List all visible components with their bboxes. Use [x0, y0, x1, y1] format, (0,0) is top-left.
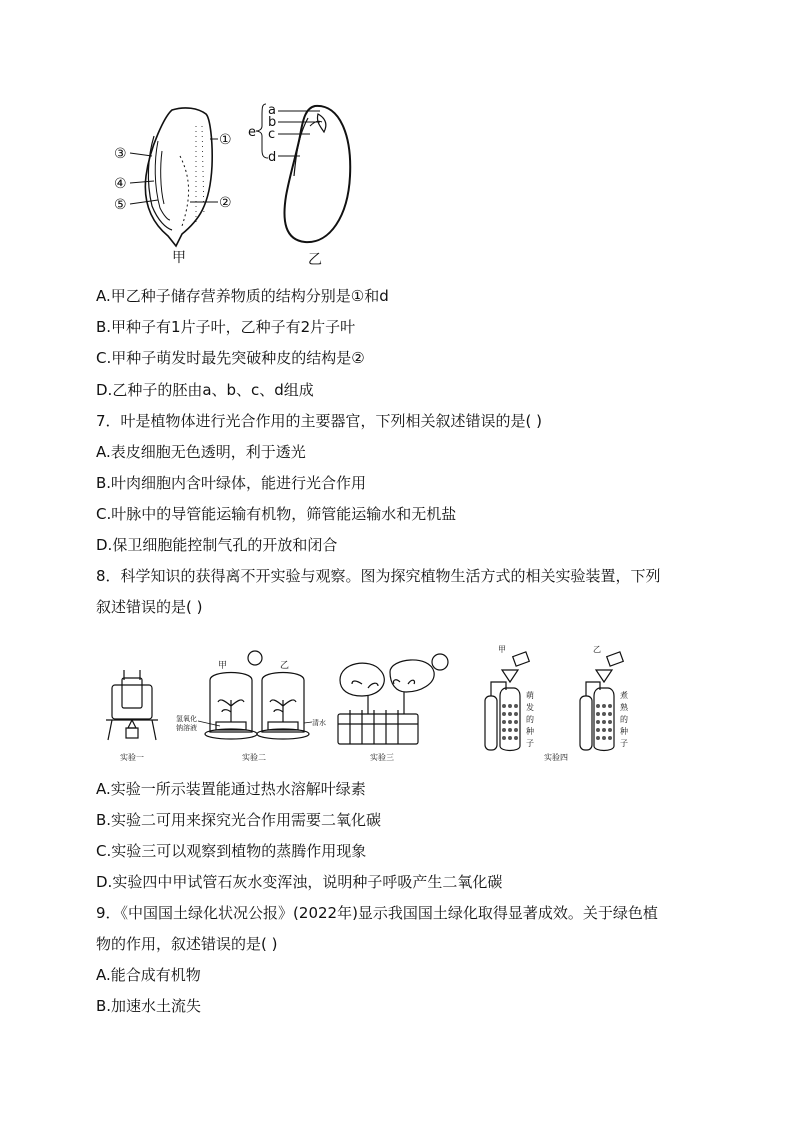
exp2-water: 清水 — [312, 719, 326, 727]
bean-label-lines — [256, 104, 320, 158]
q7-option-c: C.叶脉中的导管能运输有机物，筛管能运输水和无机盐 — [96, 505, 457, 523]
q7-option-a: A.表皮细胞无色透明，利于透光 — [96, 443, 306, 461]
q7-option-b: B.叶肉细胞内含叶绿体，能进行光合作用 — [96, 474, 367, 492]
q9-stem-line2: 物的作用，叙述错误的是( ) — [96, 935, 278, 953]
exp4-caption: 实验四 — [544, 753, 568, 762]
bean-seed-figure — [284, 106, 350, 242]
q8-option-a: A.实验一所示装置能通过热水溶解叶绿素 — [96, 780, 366, 798]
corn-seed-figure — [130, 108, 218, 246]
svg-text:的: 的 — [526, 715, 534, 724]
q8-option-d: D.实验四中甲试管石灰水变浑浊，说明种子呼吸产生二氧化碳 — [96, 873, 503, 891]
exp2-caption: 实验二 — [242, 753, 266, 762]
svg-text:熟: 熟 — [620, 703, 628, 712]
q8-option-c: C.实验三可以观察到植物的蒸腾作用现象 — [96, 842, 367, 860]
q8-stem-line2: 叙述错误的是( ) — [96, 598, 203, 616]
label-4: ④ — [114, 176, 127, 192]
q9-option-a: A.能合成有机物 — [96, 966, 201, 984]
label-1: ① — [219, 132, 232, 148]
svg-text:种: 种 — [620, 727, 628, 736]
experiment-4-apparatus — [485, 652, 623, 751]
svg-text:种: 种 — [526, 727, 534, 736]
exp2-jia: 甲 — [218, 661, 228, 671]
exp4-sprouting-label — [526, 690, 534, 748]
svg-text:的: 的 — [620, 715, 628, 724]
jia-caption: 甲 — [172, 250, 186, 266]
exp4-yi: 乙 — [593, 645, 601, 654]
q6-option-d: D.乙种子的胚由a、b、c、d组成 — [96, 381, 314, 399]
label-c: c — [268, 127, 276, 142]
exp2-naoh-line2: 钠溶液 — [176, 724, 197, 732]
experiment-3-apparatus — [338, 654, 448, 744]
experiment-2-apparatus — [198, 651, 312, 739]
q8-stem-line1: 8．科学知识的获得离不开实验与观察。图为探究植物生活方式的相关实验装置，下列 — [96, 567, 661, 585]
exp1-caption: 实验一 — [120, 753, 144, 762]
exp4-boiled-label — [620, 690, 629, 748]
seed-diagram — [110, 96, 360, 271]
svg-text:煮: 煮 — [620, 691, 628, 700]
exp4-jia: 甲 — [498, 645, 506, 654]
q6-option-c: C.甲种子萌发时最先突破种皮的结构是② — [96, 349, 365, 367]
label-a: a — [268, 103, 276, 118]
yi-caption: 乙 — [308, 252, 322, 268]
q8-option-b: B.实验二可用来探究光合作用需要二氧化碳 — [96, 811, 382, 829]
exp3-caption: 实验三 — [370, 753, 394, 762]
label-d: d — [268, 150, 277, 165]
q7-option-d: D.保卫细胞能控制气孔的开放和闭合 — [96, 536, 338, 554]
label-2: ② — [219, 195, 232, 211]
label-e: e — [248, 125, 256, 140]
experiment-1-apparatus — [106, 670, 158, 740]
exp2-naoh-line1: 氢氧化 — [176, 715, 197, 723]
svg-text:子: 子 — [620, 739, 628, 748]
label-b: b — [268, 115, 277, 130]
label-3: ③ — [114, 146, 127, 162]
experiments-diagram — [100, 640, 660, 770]
svg-text:子: 子 — [526, 739, 534, 748]
q9-stem-line1: 9．《中国国土绿化状况公报》(2022年)显示我国国土绿化取得显著成效。关于绿色植 — [96, 904, 658, 922]
q7-stem: 7．叶是植物体进行光合作用的主要器官，下列相关叙述错误的是( ) — [96, 412, 543, 430]
q6-option-a: A.甲乙种子储存营养物质的结构分别是①和d — [96, 287, 389, 305]
q6-option-b: B.甲种子有1片子叶，乙种子有2片子叶 — [96, 318, 356, 336]
svg-text:发: 发 — [526, 703, 534, 712]
q9-option-b: B.加速水土流失 — [96, 997, 202, 1015]
svg-text:萌: 萌 — [526, 691, 534, 700]
exp2-yi: 乙 — [280, 661, 290, 671]
label-5: ⑤ — [114, 197, 127, 213]
